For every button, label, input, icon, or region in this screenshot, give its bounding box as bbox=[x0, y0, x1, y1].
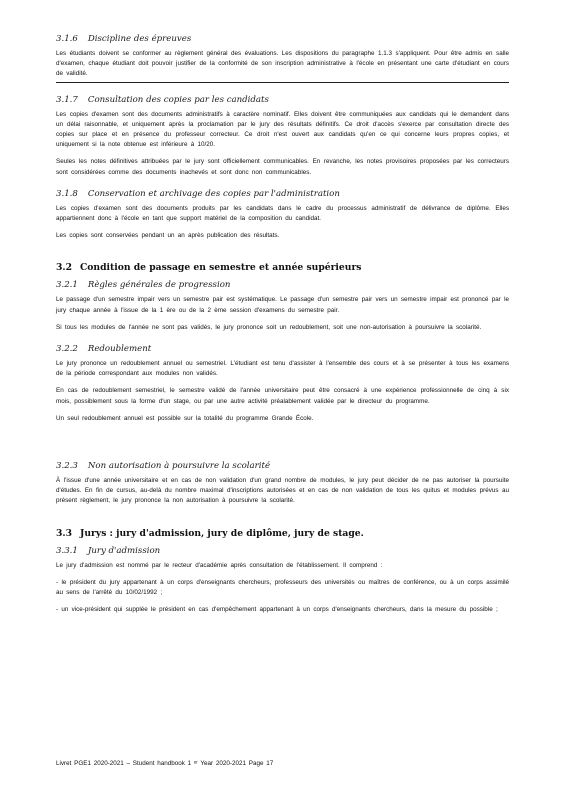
paragraph: Le jury prononce un redoublement annuel ou semestriel. L'étudiant est tenu d'assister à l'ensemble des cours et à se présenter à tous les examens de la période correspondant aux modules non validés. bbox=[56, 360, 509, 378]
paragraph: Les étudiants doivent se conformer au règlement général des évaluations. Les dispositions du paragraphe 1.1.3 s'appliquent. Pour être admis en salle d'examen, chaque étudiant doit pouvoir justifier de la conformité de son inscription administrative à l'école en présentant une carte d'étudiant en cours de validité. bbox=[56, 50, 509, 78]
paragraph: Le passage d'un semestre impair vers un semestre pair est systématique. Le passage d'un semestre pair vers un semestre impair est prononcé par le jury chaque année à l'issue de la 1 ère ou de la 2 ème session d'examens du semestre pair. bbox=[56, 296, 509, 314]
paragraph: Les copies sont conservées pendant un an après publication des résultats. bbox=[56, 232, 280, 240]
paragraph: Les copies d'examen sont des documents produits par les candidats dans le cadre du processus administratif de délivrance de diplôme. Elles appartiennent donc à l'école en tant que support matériel de la composition du candidat. bbox=[56, 204, 509, 223]
document-page bbox=[56, 34, 509, 622]
section-heading-3-2-2: 3.2.2 Redoublement bbox=[56, 344, 152, 355]
underline-rule bbox=[56, 82, 509, 83]
list-item: - un vice-président qui supplée le président en cas d'empêchement appartenant à un corps d'enseignants chercheurs, dans la mesure du possible ; bbox=[56, 606, 498, 614]
paragraph: Les copies d'examen sont des documents administratifs à caractère nominatif. Elles doivent être communiquées aux candidats qui le demandent dans un délai raisonnable, et uniquement après la proclamation par le jury des résultats définitifs. Ce droit d'accès s'exerce par consultation directe des copies sur place et en présence du professeur correcteur. Ce droit n'est ouvert aux candidats qu'en ce qui concerne leurs propres copies, et uniquement si la note obtenue est inférieure à 10/20. bbox=[56, 110, 509, 149]
section-heading-3-1-6: 3.1.6 Discipline des épreuves bbox=[56, 34, 192, 44]
section-heading-3-2: 3.2 Condition de passage en semestre et année supérieurs bbox=[56, 262, 362, 274]
paragraph: En cas de redoublement semestriel, le semestre validé de l'année universitaire peut être consacré à une expérience professionnelle de cinq à six mois, possiblement sous la forme d'un stage, ou par une autre activité préalablement validée par le directeur du programme. bbox=[56, 387, 509, 405]
section-heading-3-1-8: 3.1.8 Conservation et archivage des copies par l'administration bbox=[56, 188, 340, 199]
section-heading-3-2-3: 3.2.3 Non autorisation à poursuivre la scolarité bbox=[56, 461, 271, 472]
section-heading-3-1-7: 3.1.7 Consultation des copies par les candidats bbox=[56, 94, 269, 105]
paragraph: Si tous les modules de l'année ne sont pas validés, le jury prononce soit un redoublement, soit une non-autorisation à poursuivre la scolarité. bbox=[56, 323, 482, 331]
paragraph: Un seul redoublement annuel est possible sur la totalité du programme Grande École. bbox=[56, 414, 314, 422]
section-heading-3-2-1: 3.2.1 Règles générales de progression bbox=[56, 280, 231, 291]
list-item: - le président du jury appartenant à un corps d'enseignants chercheurs, professeurs des universités ou maîtres de conférence, ou à un corps assimilé au sens de l'arrêté du 10/02/1992 ; bbox=[56, 578, 509, 597]
section-heading-3-3: 3.3 Jurys : jury d'admission, jury de diplôme, jury de stage. bbox=[56, 527, 364, 539]
paragraph: Le jury d'admission est nommé par le recteur d'académie après consultation de l'établissement. Il comprend : bbox=[56, 561, 383, 569]
paragraph: Seules les notes définitives attribuées par le jury sont officiellement communicables. En revanche, les notes provisoires proposées par les correcteurs sont considérées comme des documents inachevés et sont donc non communicables. bbox=[56, 158, 509, 176]
paragraph: À l'issue d'une année universitaire et en cas de non validation d'un grand nombre de modules, le jury peut décider de ne pas autoriser la poursuite d'études. En fin de cursus, au-delà du nombre maximal d'inscriptions autorisées et en cas de non validation de tous les quitus et modules prévus au présent règlement, le jury prononce la non autorisation à poursuivre la scolarité. bbox=[56, 477, 509, 505]
section-heading-3-3-1: 3.3.1 Jury d'admission bbox=[56, 545, 161, 556]
page-footer: Livret PGE1 2020-2021 – Student handbook 1 ᵉʳ Year 2020-2021 Page 17 bbox=[56, 760, 274, 767]
